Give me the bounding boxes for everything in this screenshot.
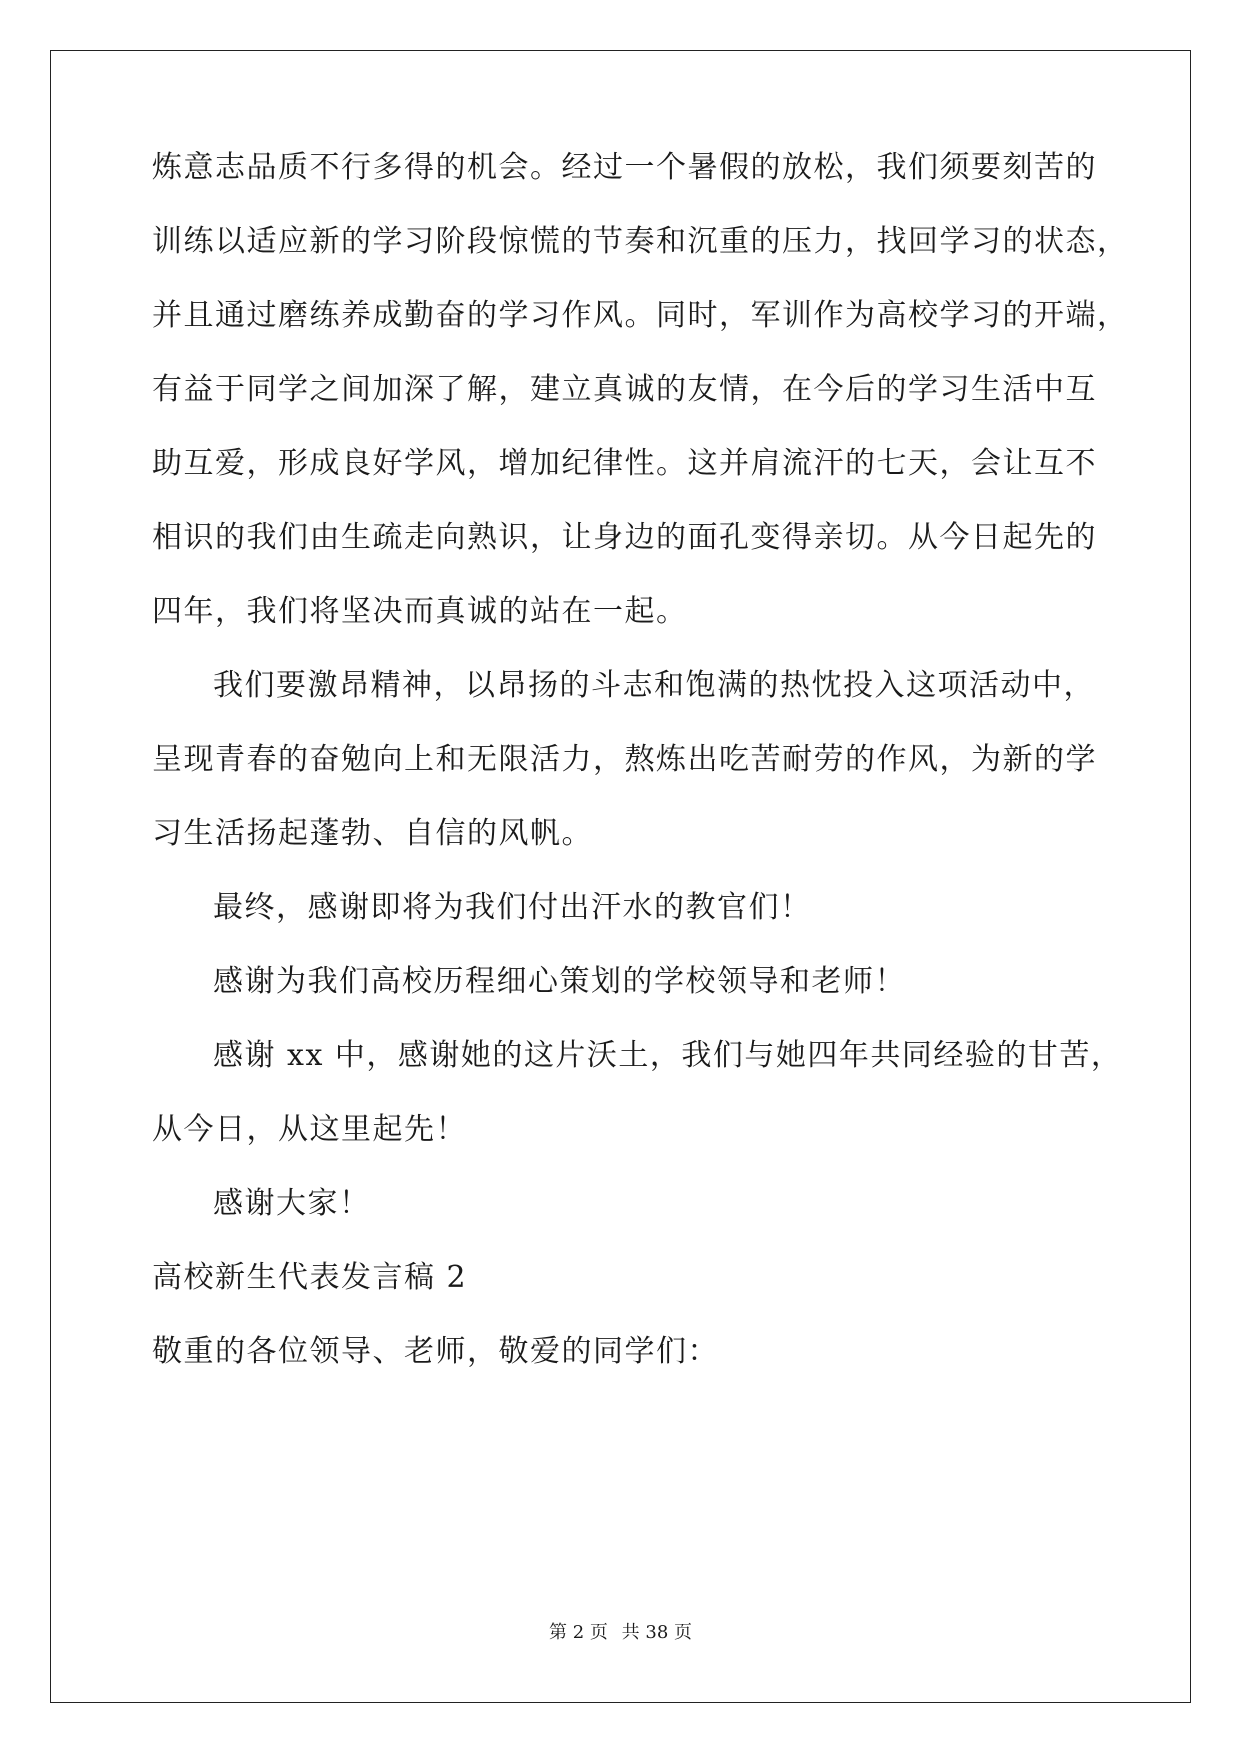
section-heading: 高校新生代表发言稿 2 xyxy=(152,1260,468,1295)
body-line: 并且通过磨练养成勤奋的学习作风。同时，军训作为高校学习的开端， xyxy=(152,298,1129,333)
body-line: 四年，我们将坚决而真诚的站在一起。 xyxy=(152,594,688,629)
body-line: 感谢 xx 中，感谢她的这片沃土，我们与她四年共同经验的甘苦， xyxy=(213,1038,1123,1073)
body-line: 感谢为我们高校历程细心策划的学校领导和老师！ xyxy=(213,964,906,999)
salutation-line: 敬重的各位领导、老师，敬爱的同学们： xyxy=(152,1334,719,1369)
page-number: 第 2 页 xyxy=(549,1622,608,1643)
body-line: 我们要激昂精神，以昂扬的斗志和饱满的热忱投入这项活动中， xyxy=(213,668,1095,703)
body-line: 习生活扬起蓬勃、自信的风帆。 xyxy=(152,816,593,851)
body-line: 最终，感谢即将为我们付出汗水的教官们！ xyxy=(213,890,812,925)
total-pages: 共 38 页 xyxy=(621,1622,692,1643)
body-line: 训练以适应新的学习阶段惊慌的节奏和沉重的压力，找回学习的状态， xyxy=(152,224,1129,259)
body-line: 相识的我们由生疏走向熟识，让身边的面孔变得亲切。从今日起先的 xyxy=(152,520,1097,555)
body-line: 炼意志品质不行多得的机会。经过一个暑假的放松，我们须要刻苦的 xyxy=(152,150,1097,185)
body-line: 助互爱，形成良好学风，增加纪律性。这并肩流汗的七天，会让互不 xyxy=(152,446,1097,481)
body-line: 感谢大家！ xyxy=(213,1186,371,1221)
body-line: 有益于同学之间加深了解，建立真诚的友情，在今后的学习生活中互 xyxy=(152,372,1097,407)
body-line: 呈现青春的奋勉向上和无限活力，熬炼出吃苦耐劳的作风，为新的学 xyxy=(152,742,1097,777)
page-footer xyxy=(0,1618,1241,1644)
body-line: 从今日，从这里起先！ xyxy=(152,1112,467,1147)
